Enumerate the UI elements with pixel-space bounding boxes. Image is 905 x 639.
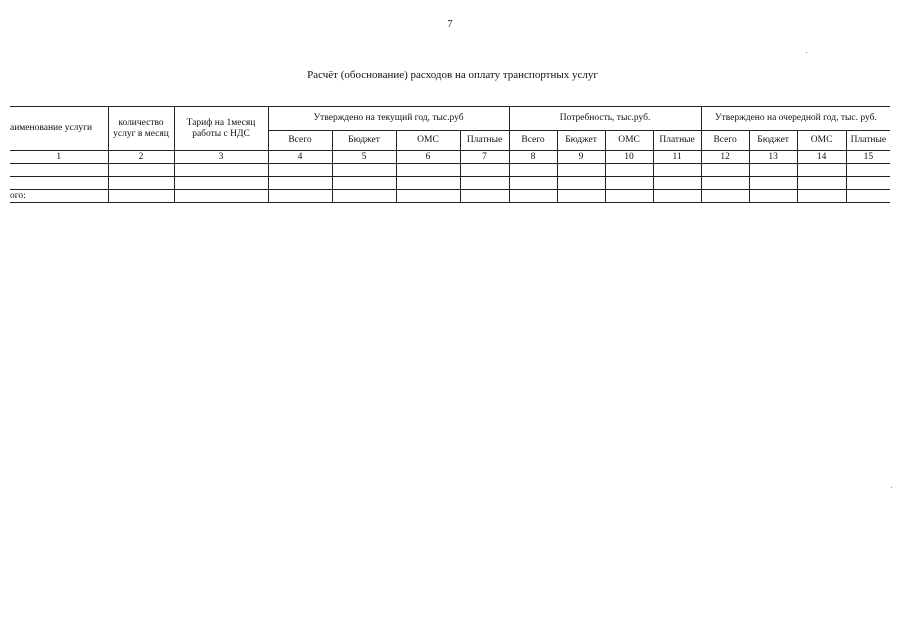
table-cell	[653, 164, 701, 177]
table-cell	[10, 164, 108, 177]
column-number: 8	[509, 151, 557, 164]
column-number: 2	[108, 151, 174, 164]
page-number: 7	[447, 19, 453, 30]
table-cell	[846, 177, 890, 190]
table-cell	[396, 164, 460, 177]
table-cell	[10, 177, 108, 190]
subheader-paid: Платные	[460, 131, 509, 151]
column-number: 7	[460, 151, 509, 164]
total-label: ого:	[10, 190, 108, 203]
column-number: 15	[846, 151, 890, 164]
column-number: 1	[10, 151, 108, 164]
table-cell	[749, 190, 797, 203]
header-group-current-year: Утверждено на текущий год, тыс.руб	[268, 107, 509, 131]
table-row	[10, 164, 890, 177]
table-cell	[460, 190, 509, 203]
table-cell	[108, 164, 174, 177]
subheader-budget: Бюджет	[332, 131, 396, 151]
table-cell	[174, 164, 268, 177]
table-cell	[653, 190, 701, 203]
column-number: 11	[653, 151, 701, 164]
table-cell	[701, 164, 749, 177]
subheader-budget: Бюджет	[749, 131, 797, 151]
subheader-total: Всего	[509, 131, 557, 151]
table-cell	[749, 164, 797, 177]
column-number: 3	[174, 151, 268, 164]
header-group-next-year: Утверждено на очередной год, тыс. руб.	[701, 107, 890, 131]
table-cell	[701, 177, 749, 190]
table-cell	[174, 190, 268, 203]
table-cell	[797, 164, 846, 177]
subheader-oms: ОМС	[605, 131, 653, 151]
table-cell	[605, 190, 653, 203]
column-number: 13	[749, 151, 797, 164]
table-row	[10, 177, 890, 190]
column-number: 14	[797, 151, 846, 164]
total-row	[10, 190, 890, 203]
table-cell	[332, 177, 396, 190]
table-cell	[332, 164, 396, 177]
column-number-row	[10, 151, 890, 164]
table-cell	[332, 190, 396, 203]
column-number: 6	[396, 151, 460, 164]
subheader-paid: Платные	[653, 131, 701, 151]
subheader-total: Всего	[268, 131, 332, 151]
table-cell	[509, 190, 557, 203]
transport-costs-table	[10, 106, 890, 203]
header-group-need: Потребность, тыс.руб.	[509, 107, 701, 131]
table-cell	[268, 190, 332, 203]
table-cell	[797, 177, 846, 190]
table-cell	[653, 177, 701, 190]
header-quantity: количество услуг в месяц	[108, 107, 174, 151]
table-cell	[509, 164, 557, 177]
column-number: 4	[268, 151, 332, 164]
table-cell	[460, 177, 509, 190]
column-number: 10	[605, 151, 653, 164]
subheader-paid: Платные	[846, 131, 890, 151]
subheader-oms: ОМС	[797, 131, 846, 151]
subheader-oms: ОМС	[396, 131, 460, 151]
column-number: 5	[332, 151, 396, 164]
table-cell	[396, 177, 460, 190]
table-cell	[605, 177, 653, 190]
subheader-budget: Бюджет	[557, 131, 605, 151]
table-cell	[749, 177, 797, 190]
table-cell	[797, 190, 846, 203]
table-cell	[846, 190, 890, 203]
table-cell	[557, 190, 605, 203]
table-cell	[509, 177, 557, 190]
table-cell	[268, 164, 332, 177]
scan-speck	[806, 52, 807, 53]
header-tariff: Тариф на 1месяц работы с НДС	[174, 107, 268, 151]
column-number: 12	[701, 151, 749, 164]
table-cell	[108, 177, 174, 190]
table-cell	[605, 164, 653, 177]
table-cell	[701, 190, 749, 203]
table-cell	[557, 164, 605, 177]
table-cell	[557, 177, 605, 190]
table-cell	[268, 177, 332, 190]
table-cell	[396, 190, 460, 203]
table-cell	[108, 190, 174, 203]
table-cell	[460, 164, 509, 177]
table-cell	[846, 164, 890, 177]
header-service-name: аименование услуги	[10, 107, 108, 151]
table-cell	[174, 177, 268, 190]
subheader-total: Всего	[701, 131, 749, 151]
column-number: 9	[557, 151, 605, 164]
scan-speck	[891, 487, 892, 488]
document-title: Расчёт (обоснование) расходов на оплату транспортных услуг	[307, 69, 598, 81]
